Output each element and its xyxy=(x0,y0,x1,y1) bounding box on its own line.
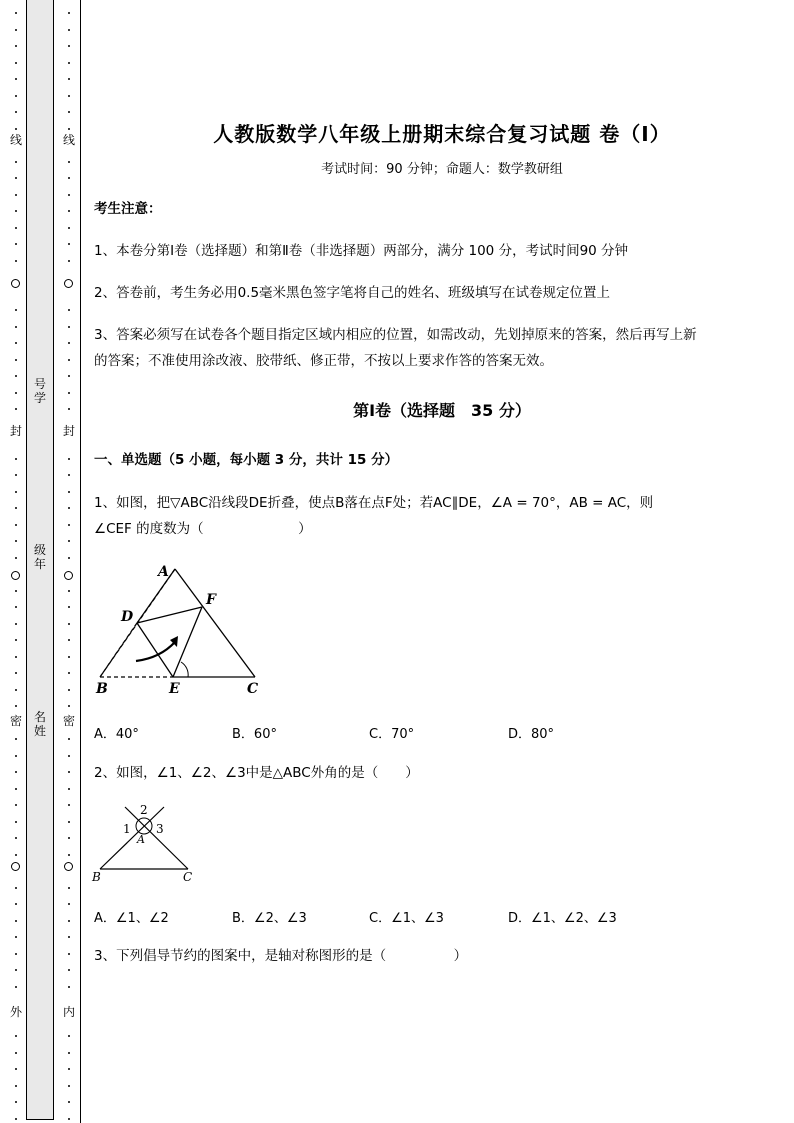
binding-dot xyxy=(15,227,17,229)
question-2-figure xyxy=(88,798,203,888)
part-heading: 一、单选题（5 小题，每小题 3 分，共计 15 分） xyxy=(94,452,399,468)
angle-label-1: 1 xyxy=(123,822,131,836)
outer-dot-column xyxy=(11,0,21,1123)
binding-dot xyxy=(68,359,70,361)
binding-dot xyxy=(68,1068,70,1070)
inner-mark-nei: 内 xyxy=(62,1005,75,1019)
binding-dot xyxy=(15,557,17,559)
question-1-option-b[interactable]: B．60° xyxy=(232,727,277,742)
binding-dot xyxy=(68,507,70,509)
binding-dot xyxy=(68,342,70,344)
binding-dot xyxy=(68,689,70,691)
binding-dot xyxy=(68,953,70,955)
binding-dot xyxy=(15,392,17,394)
figure-label-C: C xyxy=(183,870,193,884)
figure-label-B: B xyxy=(92,870,101,884)
binding-dot xyxy=(15,78,17,80)
binding-dot xyxy=(15,639,17,641)
binding-dot xyxy=(68,804,70,806)
binding-dot xyxy=(15,29,17,31)
binding-dot xyxy=(15,953,17,955)
binding-dot xyxy=(68,458,70,460)
binding-dot xyxy=(15,689,17,691)
binding-circle xyxy=(11,571,20,580)
inner-mark-xian: 线 xyxy=(62,133,75,147)
binding-dot xyxy=(68,903,70,905)
binding-dot xyxy=(15,243,17,245)
binding-dot xyxy=(15,903,17,905)
figure-label-B: B xyxy=(96,681,108,697)
binding-dot xyxy=(15,837,17,839)
outer-mark-mi: 密 xyxy=(9,714,22,728)
binding-dot xyxy=(15,1035,17,1037)
binding-dot xyxy=(15,210,17,212)
binding-dot xyxy=(15,771,17,773)
question-1-text-cont: ∠CEF 的度数为（ ） xyxy=(94,521,312,537)
binding-dot xyxy=(15,656,17,658)
question-1-text: 1、如图，把▽ABC沿线段DE折叠，使点B落在点F处；若AC∥DE，∠A = 70°，AB = AC，则 xyxy=(94,495,654,511)
binding-dot xyxy=(15,590,17,592)
outer-mark-wai: 外 xyxy=(9,1005,22,1019)
binding-dot xyxy=(68,1085,70,1087)
binding-circle xyxy=(64,571,73,580)
binding-dot xyxy=(15,1068,17,1070)
binding-dot xyxy=(68,837,70,839)
binding-dot xyxy=(68,705,70,707)
binding-dot xyxy=(15,95,17,97)
binding-dot xyxy=(68,243,70,245)
notice-heading: 考生注意： xyxy=(94,201,162,217)
binding-dot xyxy=(68,854,70,856)
binding-dot xyxy=(15,1052,17,1054)
binding-dot xyxy=(15,854,17,856)
binding-dot xyxy=(15,738,17,740)
figure-label-A: A xyxy=(158,564,169,580)
binding-dot xyxy=(68,606,70,608)
binding-dot xyxy=(68,260,70,262)
binding-dot xyxy=(68,936,70,938)
binding-dot xyxy=(68,111,70,113)
binding-dot xyxy=(68,524,70,526)
binding-dot xyxy=(15,623,17,625)
binding-dot xyxy=(68,12,70,14)
binding-dot xyxy=(68,755,70,757)
binding-dot xyxy=(68,309,70,311)
binding-dot xyxy=(68,920,70,922)
binding-dot xyxy=(15,936,17,938)
binding-dot xyxy=(15,1085,17,1087)
page-title: 人教版数学八年级上册期末综合复习试题 卷（Ⅰ） xyxy=(213,122,671,146)
binding-dot xyxy=(15,540,17,542)
inner-mark-feng: 封 xyxy=(62,424,75,438)
section-title: 第Ⅰ卷（选择题 35 分） xyxy=(353,401,531,420)
vertical-char: 学 xyxy=(33,391,46,405)
binding-dot xyxy=(15,920,17,922)
angle-label-2: 2 xyxy=(140,803,148,817)
binding-dot xyxy=(68,821,70,823)
notice-item-3: 3、答案必须写在试卷各个题目指定区域内相应的位置，如需改动，先划掉原来的答案，然后再写上新 xyxy=(94,327,697,343)
question-1-option-d[interactable]: D．80° xyxy=(508,727,555,742)
binding-dot xyxy=(68,557,70,559)
vertical-char: 名 xyxy=(33,710,46,724)
binding-dot xyxy=(15,491,17,493)
binding-dot xyxy=(15,128,17,130)
question-2-option-d[interactable]: D．∠1、∠2、∠3 xyxy=(508,911,617,926)
binding-dot xyxy=(15,755,17,757)
binding-dot xyxy=(15,606,17,608)
binding-dot xyxy=(15,309,17,311)
binding-dot xyxy=(68,540,70,542)
binding-dot xyxy=(68,95,70,97)
binding-dot xyxy=(68,672,70,674)
binding-circle xyxy=(11,862,20,871)
question-2-option-c[interactable]: C．∠1、∠3 xyxy=(369,911,444,926)
binding-dot xyxy=(15,986,17,988)
binding-dot xyxy=(68,392,70,394)
outer-mark-xian: 线 xyxy=(9,133,22,147)
binding-dot xyxy=(15,342,17,344)
binding-dot xyxy=(15,458,17,460)
binding-dot xyxy=(68,408,70,410)
notice-item-1: 1、本卷分第Ⅰ卷（选择题）和第Ⅱ卷（非选择题）两部分，满分 100 分，考试时间90 分钟 xyxy=(94,243,629,259)
binding-dot xyxy=(15,326,17,328)
binding-dot xyxy=(68,656,70,658)
binding-dot xyxy=(15,111,17,113)
vertical-char: 年 xyxy=(33,557,46,571)
binding-dot xyxy=(68,29,70,31)
binding-dot xyxy=(68,491,70,493)
binding-dot xyxy=(15,359,17,361)
binding-dot xyxy=(68,1052,70,1054)
angle-label-3: 3 xyxy=(156,822,164,836)
binding-dot xyxy=(15,804,17,806)
binding-dot xyxy=(15,1101,17,1103)
binding-dot xyxy=(68,986,70,988)
binding-dot xyxy=(68,45,70,47)
binding-dot xyxy=(15,62,17,64)
binding-dot xyxy=(68,78,70,80)
vertical-char: 号 xyxy=(33,377,46,391)
binding-circle xyxy=(11,279,20,288)
figure-label-E: E xyxy=(169,681,180,697)
binding-dot xyxy=(68,738,70,740)
question-1-option-c[interactable]: C．70° xyxy=(369,727,415,742)
binding-dot xyxy=(15,161,17,163)
binding-dot xyxy=(68,161,70,163)
notice-item-2: 2、答卷前，考生务必用0.5毫米黑色签字笔将自己的姓名、班级填写在试卷规定位置上 xyxy=(94,285,611,301)
figure-label-D: D xyxy=(121,609,134,625)
binding-dot xyxy=(15,887,17,889)
binding-dot xyxy=(68,771,70,773)
binding-dot xyxy=(68,1035,70,1037)
question-1-option-a[interactable]: A．40° xyxy=(94,727,139,742)
vertical-char: 姓 xyxy=(33,724,46,738)
binding-dot xyxy=(68,375,70,377)
question-2-option-b[interactable]: B．∠2、∠3 xyxy=(232,911,307,926)
binding-dot xyxy=(15,821,17,823)
binding-dot xyxy=(15,524,17,526)
binding-dot xyxy=(15,474,17,476)
binding-dot xyxy=(68,194,70,196)
notice-item-3-cont: 的答案；不准使用涂改液、胶带纸、修正带，不按以上要求作答的答案无效。 xyxy=(94,353,553,369)
figure-label-F: F xyxy=(206,592,216,608)
binding-dot xyxy=(15,194,17,196)
binding-circle xyxy=(64,279,73,288)
binding-dot xyxy=(68,326,70,328)
binding-dot xyxy=(15,177,17,179)
binding-dot xyxy=(15,507,17,509)
binding-dot xyxy=(15,788,17,790)
question-2-option-a[interactable]: A．∠1、∠2 xyxy=(94,911,169,926)
binding-dot xyxy=(68,1118,70,1120)
outer-mark-feng: 封 xyxy=(9,424,22,438)
binding-dot xyxy=(68,969,70,971)
binding-dot xyxy=(68,639,70,641)
figure-label-A: A xyxy=(137,833,145,846)
binding-dot xyxy=(15,260,17,262)
binding-dot xyxy=(15,375,17,377)
binding-dot xyxy=(68,62,70,64)
binding-dot xyxy=(68,623,70,625)
binding-dot xyxy=(15,1118,17,1120)
binding-dot xyxy=(15,12,17,14)
binding-dot xyxy=(68,474,70,476)
binding-dot xyxy=(68,590,70,592)
figure-label-C: C xyxy=(247,681,259,697)
inner-mark-mi: 密 xyxy=(62,714,75,728)
inner-dot-column xyxy=(64,0,74,1123)
exam-info: 考试时间：90 分钟；命题人：数学教研组 xyxy=(321,162,563,177)
binding-dot xyxy=(15,672,17,674)
binding-dot xyxy=(15,408,17,410)
question-1-figure xyxy=(90,558,270,698)
binding-dot xyxy=(68,128,70,130)
student-id-label xyxy=(26,377,54,405)
binding-dot xyxy=(68,1101,70,1103)
question-2-text: 2、如图，∠1、∠2、∠3中是△ABC外角的是（ ） xyxy=(94,765,419,781)
binding-dot xyxy=(68,227,70,229)
binding-dot xyxy=(15,45,17,47)
binding-dot xyxy=(68,177,70,179)
binding-dot xyxy=(68,887,70,889)
binding-dot xyxy=(68,210,70,212)
margin-rule xyxy=(80,0,81,1123)
name-label xyxy=(26,710,54,738)
vertical-char: 级 xyxy=(33,543,46,557)
binding-dot xyxy=(15,969,17,971)
binding-dot xyxy=(68,788,70,790)
binding-circle xyxy=(64,862,73,871)
question-3-text: 3、下列倡导节约的图案中，是轴对称图形的是（ ） xyxy=(94,948,468,964)
grade-label xyxy=(26,543,54,571)
binding-dot xyxy=(15,705,17,707)
